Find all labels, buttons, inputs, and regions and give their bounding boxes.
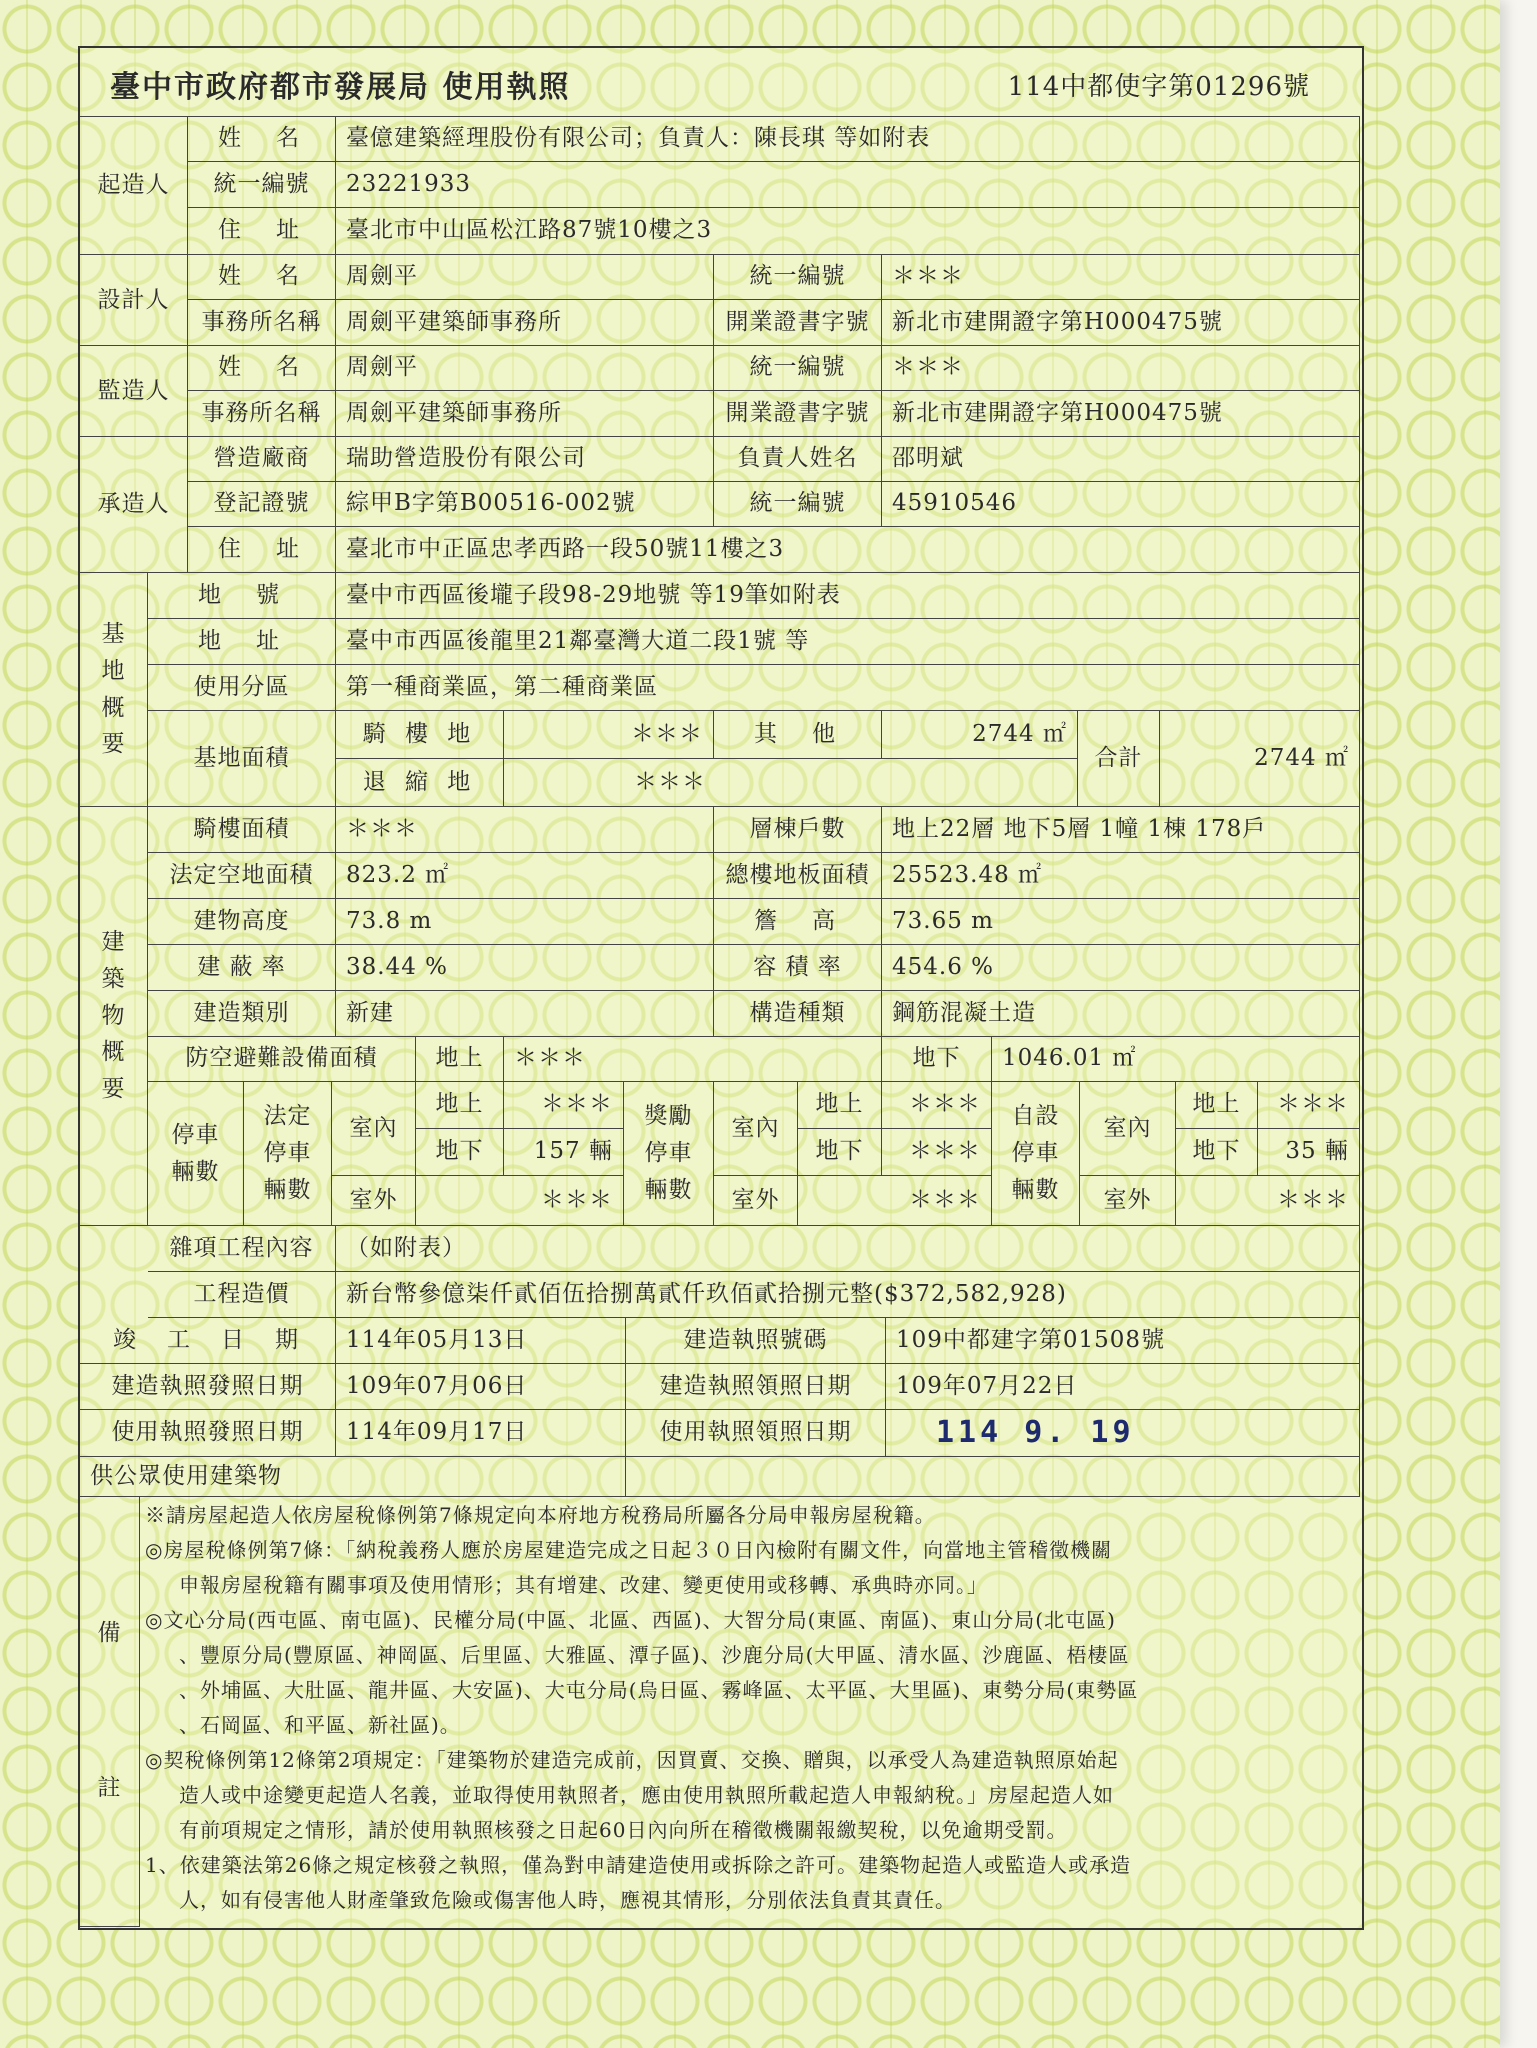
builder-id-label: 統一編號 [188, 162, 336, 208]
remarks-text [145, 1498, 1350, 1918]
building-permit-receive: 109年07月22日 [886, 1364, 1360, 1410]
building-permit-issue-label: 建造執照發照日期 [80, 1364, 336, 1410]
site-arcade: ＊＊＊ [504, 711, 714, 759]
builder-section-label: 起造人 [80, 116, 188, 255]
type: 新建 [336, 991, 714, 1037]
far: 454.6 % [882, 945, 1360, 991]
height-label: 建物高度 [148, 899, 336, 945]
contractor-section-label: 承造人 [80, 437, 188, 573]
site-other-label: 其 他 [714, 711, 882, 759]
remarks-label-char-2: 註 [97, 1774, 122, 1801]
supervisor-license-label: 開業證書字號 [714, 391, 882, 437]
shelter-above: ＊＊＊ [504, 1037, 882, 1082]
use-permit-issue: 114年09月17日 [336, 1410, 626, 1457]
use-permit-issue-label: 使用執照發照日期 [80, 1410, 336, 1457]
bonus-parking-label: 獎勵停車輛數 [624, 1082, 714, 1226]
parking-label: 停車輛數 [148, 1082, 244, 1226]
supervisor-name-label: 姓 名 [188, 346, 336, 391]
shelter-label: 防空避難設備面積 [148, 1037, 416, 1082]
legal-outdoor-label: 室外 [332, 1176, 416, 1226]
site-lot-label: 地 號 [148, 573, 336, 619]
use-permit-receive-label: 使用執照領照日期 [626, 1410, 886, 1457]
building-permit-issue: 109年07月06日 [336, 1364, 626, 1410]
self-outdoor: ＊＊＊ [1176, 1176, 1360, 1226]
supervisor-section-label: 監造人 [80, 346, 188, 437]
arcade-area: ＊＊＊ [336, 807, 714, 853]
remark-line: 、石岡區、和平區、新社區)。 [179, 1713, 461, 1737]
completion-date: 114年05月13日 [336, 1318, 626, 1364]
site-zone-label: 使用分區 [148, 665, 336, 711]
remark-line: 申報房屋稅籍有關事項及使用情形；其有增建、改建、變更使用或移轉、承典時亦同。」 [179, 1573, 988, 1597]
site-total: 2744 ㎡ [1160, 711, 1360, 807]
designer-license-label: 開業證書字號 [714, 300, 882, 346]
shelter-above-label: 地上 [416, 1037, 504, 1082]
contractor-rep-label: 負責人姓名 [714, 437, 882, 482]
building-permit-receive-label: 建造執照領照日期 [626, 1364, 886, 1410]
remark-line: ◎房屋稅條例第7條：「納稅義務人應於房屋建造完成之日起３０日內檢附有關文件，向當地主管稽徵機關 [145, 1538, 1113, 1562]
remark-line: 造人或中途變更起造人名義，並取得使用執照者，應由使用執照所載起造人申報納稅。」房屋起造人如 [179, 1783, 1114, 1807]
remark-line: 、外埔區、大肚區、龍井區、大安區)、大屯分局(烏日區、霧峰區、太平區、大里區)、東勢分局(東勢區 [179, 1678, 1139, 1702]
bonus-below-label: 地下 [798, 1129, 882, 1176]
building-section-label: 建築物概要 [80, 807, 148, 1226]
eave: 73.65 m [882, 899, 1360, 945]
self-indoor-below: 35 輛 [1258, 1129, 1360, 1176]
bonus-indoor-below: ＊＊＊ [882, 1129, 992, 1176]
height: 73.8 m [336, 899, 714, 945]
floors-label: 層棟戶數 [714, 807, 882, 853]
site-area-label: 基地面積 [148, 711, 336, 807]
type-label: 建造類別 [148, 991, 336, 1037]
contractor-id: 45910546 [882, 482, 1360, 527]
bonus-outdoor-label: 室外 [714, 1176, 798, 1226]
contractor-company: 瑞助營造股份有限公司 [336, 437, 714, 482]
site-section-label: 基地概要 [80, 573, 148, 807]
building-permit-no-label: 建造執照號碼 [626, 1318, 886, 1364]
remark-line: 1、依建築法第26條之規定核發之執照，僅為對申請建造使用或拆除之許可。建築物起造人或監造人或承造 [145, 1853, 1132, 1877]
remarks-label-char-1: 備 [97, 1620, 122, 1647]
legal-below-label: 地下 [416, 1129, 504, 1176]
supervisor-id-label: 統一編號 [714, 346, 882, 391]
self-indoor-above: ＊＊＊ [1258, 1082, 1360, 1129]
public-building-value [626, 1457, 1360, 1497]
contractor-address-label: 住 址 [188, 527, 336, 573]
floors: 地上22層 地下5層 1幢 1棟 178戶 [882, 807, 1360, 853]
designer-section-label: 設計人 [80, 255, 188, 346]
supervisor-office-label: 事務所名稱 [188, 391, 336, 437]
eave-label: 簷 高 [714, 899, 882, 945]
bonus-indoor-label: 室內 [714, 1082, 798, 1176]
legal-indoor-above: ＊＊＊ [504, 1082, 624, 1129]
designer-name: 周劍平 [336, 255, 714, 300]
contractor-address: 臺北市中正區忠孝西路一段50號11樓之3 [336, 527, 1360, 573]
legal-indoor-below: 157 輛 [504, 1129, 624, 1176]
coverage: 38.44 % [336, 945, 714, 991]
legal-indoor-label: 室內 [332, 1082, 416, 1176]
supervisor-office: 周劍平建築師事務所 [336, 391, 714, 437]
site-arcade-label: 騎 樓 地 [336, 711, 504, 759]
shelter-below-label: 地下 [882, 1037, 992, 1082]
remark-line: ◎文心分局(西屯區、南屯區)、民權分局(中區、北區、西區)、大智分局(東區、南區)、東山分局(北屯區) [145, 1608, 1116, 1632]
date-stamp: 114 9. 19 [936, 1415, 1135, 1450]
self-parking-label: 自設停車輛數 [992, 1082, 1080, 1226]
legal-parking-label: 法定停車輛數 [244, 1082, 332, 1226]
site-address: 臺中市西區後龍里21鄰臺灣大道二段1號 等 [336, 619, 1360, 665]
remark-line: 、豐原分局(豐原區、神岡區、后里區、大雅區、潭子區)、沙鹿分局(大甲區、清水區、沙鹿區、梧棲區 [179, 1643, 1130, 1667]
coverage-label: 建 蔽 率 [148, 945, 336, 991]
site-other: 2744 ㎡ [882, 711, 1078, 759]
contractor-id-label: 統一編號 [714, 482, 882, 527]
misc-works: （如附表） [336, 1226, 1360, 1272]
open-space-label: 法定空地面積 [148, 853, 336, 899]
floor-area-label: 總樓地板面積 [714, 853, 882, 899]
contractor-company-label: 營造廠商 [188, 437, 336, 482]
bonus-indoor-above: ＊＊＊ [882, 1082, 992, 1129]
completion-label: 竣 工 日 期 [80, 1318, 336, 1364]
floor-area: 25523.48 ㎡ [882, 853, 1360, 899]
site-lot: 臺中市西區後壠子段98-29地號 等19筆如附表 [336, 573, 1360, 619]
misc-works-label: 雜項工程內容 [148, 1226, 336, 1272]
supervisor-license: 新北市建開證字第H000475號 [882, 391, 1360, 437]
self-indoor-label: 室內 [1080, 1082, 1176, 1176]
document-title: 臺中市政府都市發展局 使用執照 [110, 70, 571, 105]
remark-line: 有前項規定之情形，請於使用執照核發之日起60日內向所在稽徵機關報繳契稅，以免逾期受罰。 [179, 1818, 1068, 1842]
cost: 新台幣參億柒仟貳佰伍拾捌萬貳仟玖佰貳拾捌元整($372,582,928) [336, 1272, 1360, 1318]
site-zone: 第一種商業區，第二種商業區 [336, 665, 1360, 711]
public-building-label: 供公眾使用建築物 [80, 1457, 626, 1497]
contractor-rep: 邵明斌 [882, 437, 1360, 482]
designer-office: 周劍平建築師事務所 [336, 300, 714, 346]
site-setback: ＊＊＊ [504, 759, 1078, 807]
supervisor-id: ＊＊＊ [882, 346, 1360, 391]
bonus-outdoor: ＊＊＊ [798, 1176, 992, 1226]
builder-address-label: 住 址 [188, 208, 336, 255]
remark-line: 人，如有侵害他人財產肇致危險或傷害他人時，應視其情形，分別依法負責其責任。 [179, 1888, 956, 1912]
builder-id: 23221933 [336, 162, 1360, 208]
designer-name-label: 姓 名 [188, 255, 336, 300]
contractor-reg-label: 登記證號 [188, 482, 336, 527]
remarks-label [80, 1497, 140, 1927]
open-space: 823.2 ㎡ [336, 853, 714, 899]
use-permit-receive [886, 1410, 1360, 1457]
designer-office-label: 事務所名稱 [188, 300, 336, 346]
site-address-label: 地 址 [148, 619, 336, 665]
self-below-label: 地下 [1176, 1129, 1258, 1176]
structure: 鋼筋混凝土造 [882, 991, 1360, 1037]
designer-id-label: 統一編號 [714, 255, 882, 300]
structure-label: 構造種類 [714, 991, 882, 1037]
legal-outdoor: ＊＊＊ [416, 1176, 624, 1226]
site-total-label: 合計 [1078, 711, 1160, 807]
builder-address: 臺北市中山區松江路87號10樓之3 [336, 208, 1360, 255]
builder-name: 臺億建築經理股份有限公司；負責人：陳長琪 等如附表 [336, 116, 1360, 162]
contractor-reg: 綜甲B字第B00516-002號 [336, 482, 714, 527]
shelter-below: 1046.01 ㎡ [992, 1037, 1360, 1082]
supervisor-name: 周劍平 [336, 346, 714, 391]
self-outdoor-label: 室外 [1080, 1176, 1176, 1226]
builder-name-label: 姓 名 [188, 116, 336, 162]
bonus-above-label: 地上 [798, 1082, 882, 1129]
arcade-area-label: 騎樓面積 [148, 807, 336, 853]
building-permit-no: 109中都建字第01508號 [886, 1318, 1360, 1364]
legal-above-label: 地上 [416, 1082, 504, 1129]
designer-id: ＊＊＊ [882, 255, 1360, 300]
far-label: 容 積 率 [714, 945, 882, 991]
remark-line: ※請房屋起造人依房屋稅條例第7條規定向本府地方稅務局所屬各分局申報房屋稅籍。 [145, 1503, 936, 1527]
self-above-label: 地上 [1176, 1082, 1258, 1129]
site-setback-label: 退 縮 地 [336, 759, 504, 807]
permit-number: 114中都使字第01296號 [1007, 72, 1310, 102]
designer-license: 新北市建開證字第H000475號 [882, 300, 1360, 346]
cost-label: 工程造價 [148, 1272, 336, 1318]
remark-line: ◎契稅條例第12條第2項規定：「建築物於建造完成前，因買賣、交換、贈與，以承受人為建造執照原始起 [145, 1748, 1119, 1772]
